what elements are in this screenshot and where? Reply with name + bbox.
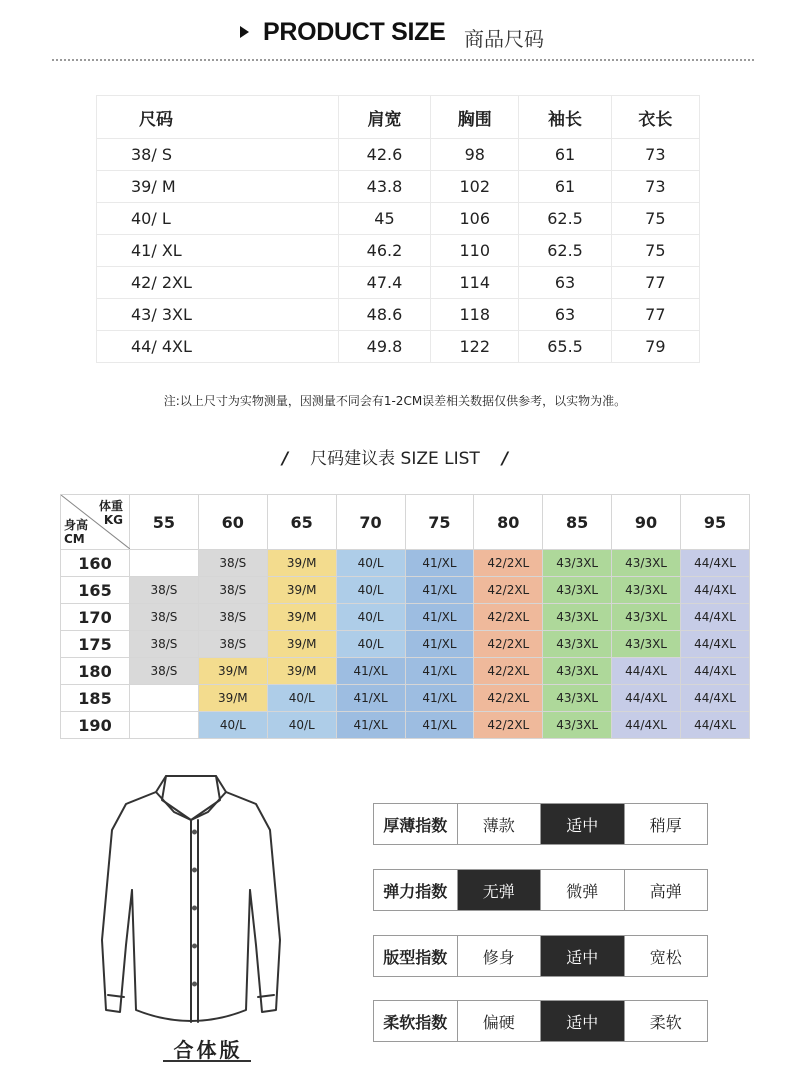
size-table-row bbox=[97, 203, 700, 235]
size-table-cell: 43.8 bbox=[338, 171, 430, 203]
recommend-size-cell: 41/XL bbox=[405, 685, 474, 712]
size-table-cell: 49.8 bbox=[338, 331, 430, 363]
recommend-size-cell: 42/2XL bbox=[474, 550, 543, 577]
size-table-cell: 75 bbox=[611, 235, 699, 267]
size-table-cell: 77 bbox=[611, 299, 699, 331]
size-table-cell: 41/ XL bbox=[97, 235, 339, 267]
recommend-size-cell: 43/3XL bbox=[612, 577, 681, 604]
recommend-size-cell: 44/4XL bbox=[681, 577, 750, 604]
weight-header-cell: 55 bbox=[130, 495, 199, 550]
size-table-cell: 47.4 bbox=[338, 267, 430, 299]
recommend-size-cell: 44/4XL bbox=[681, 712, 750, 739]
height-header-cell: 185 bbox=[61, 685, 130, 712]
recommend-size-cell bbox=[130, 712, 199, 739]
recommend-size-cell: 40/L bbox=[336, 604, 405, 631]
size-table-cell: 40/ L bbox=[97, 203, 339, 235]
recommend-size-cell: 42/2XL bbox=[474, 631, 543, 658]
recommend-size-cell: 44/4XL bbox=[612, 685, 681, 712]
fit-type-label: 合体版 bbox=[173, 1038, 243, 1062]
size-table-row bbox=[97, 267, 700, 299]
recommend-size-cell bbox=[130, 685, 199, 712]
weight-header-cell: 95 bbox=[681, 495, 750, 550]
recommend-size-cell: 42/2XL bbox=[474, 604, 543, 631]
index-label: 柔软指数 bbox=[383, 1012, 448, 1032]
index-option: 适中 bbox=[540, 936, 624, 976]
size-table-cell: 62.5 bbox=[519, 235, 611, 267]
recommend-size-cell: 38/S bbox=[130, 631, 199, 658]
size-table-cell: 63 bbox=[519, 267, 611, 299]
size-table-cell: 110 bbox=[431, 235, 519, 267]
index-option: 修身 bbox=[457, 936, 541, 976]
weight-header-cell: 80 bbox=[474, 495, 543, 550]
recommend-size-cell: 39/M bbox=[267, 604, 336, 631]
size-table-row bbox=[97, 139, 700, 171]
size-table-row bbox=[97, 171, 700, 203]
size-table-cell: 61 bbox=[519, 171, 611, 203]
size-list-title-text: 尺码建议表 SIZE LIST bbox=[310, 449, 480, 469]
recommend-row bbox=[61, 658, 750, 685]
size-table-cell: 46.2 bbox=[338, 235, 430, 267]
recommend-size-cell: 38/S bbox=[198, 604, 267, 631]
recommend-size-cell: 41/XL bbox=[405, 658, 474, 685]
recommend-size-cell: 44/4XL bbox=[681, 658, 750, 685]
recommend-size-cell: 44/4XL bbox=[612, 658, 681, 685]
recommend-size-cell: 44/4XL bbox=[681, 604, 750, 631]
recommend-size-cell: 42/2XL bbox=[474, 577, 543, 604]
recommend-size-cell: 38/S bbox=[198, 631, 267, 658]
recommend-size-cell: 41/XL bbox=[405, 550, 474, 577]
size-list-title bbox=[0, 444, 790, 469]
index-row bbox=[373, 803, 708, 845]
index-row bbox=[373, 935, 708, 977]
size-table-cell: 39/ M bbox=[97, 171, 339, 203]
size-table-cell: 98 bbox=[431, 139, 519, 171]
recommend-row bbox=[61, 550, 750, 577]
height-header-cell: 180 bbox=[61, 658, 130, 685]
index-option: 宽松 bbox=[624, 936, 708, 976]
recommend-row bbox=[61, 712, 750, 739]
slash-decoration: / bbox=[501, 449, 509, 469]
recommend-size-cell: 41/XL bbox=[336, 658, 405, 685]
height-header-cell: 175 bbox=[61, 631, 130, 658]
weight-header-cell: 90 bbox=[612, 495, 681, 550]
header-title-en: PRODUCT SIZE bbox=[263, 18, 446, 46]
recommend-size-cell: 44/4XL bbox=[612, 712, 681, 739]
recommend-size-cell: 40/L bbox=[336, 577, 405, 604]
recommend-row bbox=[61, 577, 750, 604]
recommend-size-cell: 38/S bbox=[130, 658, 199, 685]
index-row bbox=[373, 869, 708, 911]
recommend-size-cell: 44/4XL bbox=[681, 631, 750, 658]
height-header-cell: 160 bbox=[61, 550, 130, 577]
size-table-cell: 73 bbox=[611, 171, 699, 203]
size-recommend-table bbox=[60, 494, 750, 739]
recommend-size-cell: 41/XL bbox=[405, 712, 474, 739]
size-table-cell: 106 bbox=[431, 203, 519, 235]
index-option: 无弹 bbox=[457, 870, 541, 910]
size-table-cell: 42.6 bbox=[338, 139, 430, 171]
recommend-size-cell: 43/3XL bbox=[612, 550, 681, 577]
recommend-size-cell: 42/2XL bbox=[474, 712, 543, 739]
size-table-cell: 114 bbox=[431, 267, 519, 299]
size-table bbox=[96, 95, 700, 363]
size-table-cell: 43/ 3XL bbox=[97, 299, 339, 331]
index-option: 偏硬 bbox=[457, 1001, 541, 1041]
size-table-cell: 122 bbox=[431, 331, 519, 363]
weight-header-cell: 85 bbox=[543, 495, 612, 550]
recommend-size-cell: 39/M bbox=[267, 577, 336, 604]
recommend-size-cell: 40/L bbox=[267, 712, 336, 739]
height-header-cell: 190 bbox=[61, 712, 130, 739]
recommend-corner-cell bbox=[61, 495, 130, 550]
header-title-cn: 商品尺码 bbox=[464, 27, 544, 51]
size-table-cell: 42/ 2XL bbox=[97, 267, 339, 299]
recommend-size-cell: 43/3XL bbox=[612, 604, 681, 631]
index-option: 柔软 bbox=[624, 1001, 708, 1041]
recommend-size-cell: 40/L bbox=[336, 631, 405, 658]
recommend-row bbox=[61, 685, 750, 712]
size-table-row bbox=[97, 331, 700, 363]
recommend-size-cell: 41/XL bbox=[336, 685, 405, 712]
recommend-size-cell: 42/2XL bbox=[474, 685, 543, 712]
recommend-size-cell: 40/L bbox=[267, 685, 336, 712]
size-table-header-cell: 尺码 bbox=[97, 96, 339, 139]
kg-unit-label: KG bbox=[103, 513, 123, 527]
height-axis-label bbox=[64, 518, 88, 546]
index-row bbox=[373, 1000, 708, 1042]
recommend-size-cell: 43/3XL bbox=[612, 631, 681, 658]
recommend-row bbox=[61, 604, 750, 631]
size-table-cell: 61 bbox=[519, 139, 611, 171]
size-table-cell: 102 bbox=[431, 171, 519, 203]
index-label: 弹力指数 bbox=[383, 881, 448, 901]
height-label: 身高 bbox=[64, 518, 89, 532]
recommend-size-cell: 38/S bbox=[130, 604, 199, 631]
recommend-size-cell: 43/3XL bbox=[543, 658, 612, 685]
weight-label: 体重 bbox=[98, 499, 123, 513]
size-table-cell: 73 bbox=[611, 139, 699, 171]
size-table-cell: 48.6 bbox=[338, 299, 430, 331]
recommend-size-cell: 44/4XL bbox=[681, 550, 750, 577]
recommend-size-cell: 43/3XL bbox=[543, 577, 612, 604]
recommend-header-row bbox=[61, 495, 750, 550]
size-table-cell: 38/ S bbox=[97, 139, 339, 171]
size-table-cell: 79 bbox=[611, 331, 699, 363]
height-header-cell: 170 bbox=[61, 604, 130, 631]
triangle-bullet-icon bbox=[240, 26, 249, 38]
dotted-divider bbox=[52, 59, 754, 61]
recommend-size-cell: 40/L bbox=[336, 550, 405, 577]
recommend-size-cell: 43/3XL bbox=[543, 604, 612, 631]
recommend-size-cell: 40/L bbox=[198, 712, 267, 739]
fit-label-underline bbox=[163, 1060, 251, 1062]
recommend-size-cell: 41/XL bbox=[405, 577, 474, 604]
weight-header-cell: 60 bbox=[198, 495, 267, 550]
recommend-size-cell: 41/XL bbox=[336, 712, 405, 739]
size-table-cell: 77 bbox=[611, 267, 699, 299]
size-table-header-cell: 衣长 bbox=[611, 96, 699, 139]
index-label: 厚薄指数 bbox=[383, 815, 448, 835]
recommend-size-cell: 41/XL bbox=[405, 604, 474, 631]
recommend-size-cell: 42/2XL bbox=[474, 658, 543, 685]
size-table-cell: 118 bbox=[431, 299, 519, 331]
page-header bbox=[0, 14, 790, 54]
recommend-size-cell: 39/M bbox=[267, 550, 336, 577]
weight-header-cell: 70 bbox=[336, 495, 405, 550]
index-option: 高弹 bbox=[624, 870, 708, 910]
size-table-cell: 75 bbox=[611, 203, 699, 235]
size-table-cell: 63 bbox=[519, 299, 611, 331]
recommend-size-cell: 43/3XL bbox=[543, 685, 612, 712]
recommend-size-cell bbox=[130, 550, 199, 577]
recommend-size-cell: 43/3XL bbox=[543, 550, 612, 577]
size-table-cell: 62.5 bbox=[519, 203, 611, 235]
index-option: 适中 bbox=[540, 1001, 624, 1041]
weight-axis-label bbox=[99, 499, 123, 527]
size-table-header-cell: 肩宽 bbox=[338, 96, 430, 139]
recommend-size-cell: 44/4XL bbox=[681, 685, 750, 712]
recommend-size-cell: 41/XL bbox=[405, 631, 474, 658]
recommend-size-cell: 38/S bbox=[198, 550, 267, 577]
shirt-outline-icon bbox=[96, 770, 286, 1040]
size-table-header-cell: 袖长 bbox=[519, 96, 611, 139]
index-option: 适中 bbox=[540, 804, 624, 844]
index-option: 稍厚 bbox=[624, 804, 708, 844]
recommend-size-cell: 43/3XL bbox=[543, 631, 612, 658]
recommend-size-cell: 43/3XL bbox=[543, 712, 612, 739]
weight-header-cell: 75 bbox=[405, 495, 474, 550]
index-option: 微弹 bbox=[540, 870, 624, 910]
slash-decoration: / bbox=[281, 449, 289, 469]
recommend-size-cell: 39/M bbox=[198, 685, 267, 712]
size-table-row bbox=[97, 299, 700, 331]
recommend-size-cell: 38/S bbox=[130, 577, 199, 604]
index-option: 薄款 bbox=[457, 804, 541, 844]
size-table-row bbox=[97, 235, 700, 267]
recommend-row bbox=[61, 631, 750, 658]
weight-header-cell: 65 bbox=[267, 495, 336, 550]
recommend-size-cell: 39/M bbox=[267, 658, 336, 685]
cm-unit-label: CM bbox=[64, 532, 85, 546]
recommend-size-cell: 38/S bbox=[198, 577, 267, 604]
size-table-cell: 45 bbox=[338, 203, 430, 235]
height-header-cell: 165 bbox=[61, 577, 130, 604]
size-table-cell: 65.5 bbox=[519, 331, 611, 363]
size-table-header-row bbox=[97, 96, 700, 139]
size-table-cell: 44/ 4XL bbox=[97, 331, 339, 363]
recommend-size-cell: 39/M bbox=[198, 658, 267, 685]
measurement-note: 注:以上尺寸为实物测量，因测量不同会有1-2CM误差相关数据仅供参考，以实物为准。 bbox=[163, 394, 627, 408]
index-label: 版型指数 bbox=[383, 947, 448, 967]
recommend-size-cell: 39/M bbox=[267, 631, 336, 658]
size-table-header-cell: 胸围 bbox=[431, 96, 519, 139]
